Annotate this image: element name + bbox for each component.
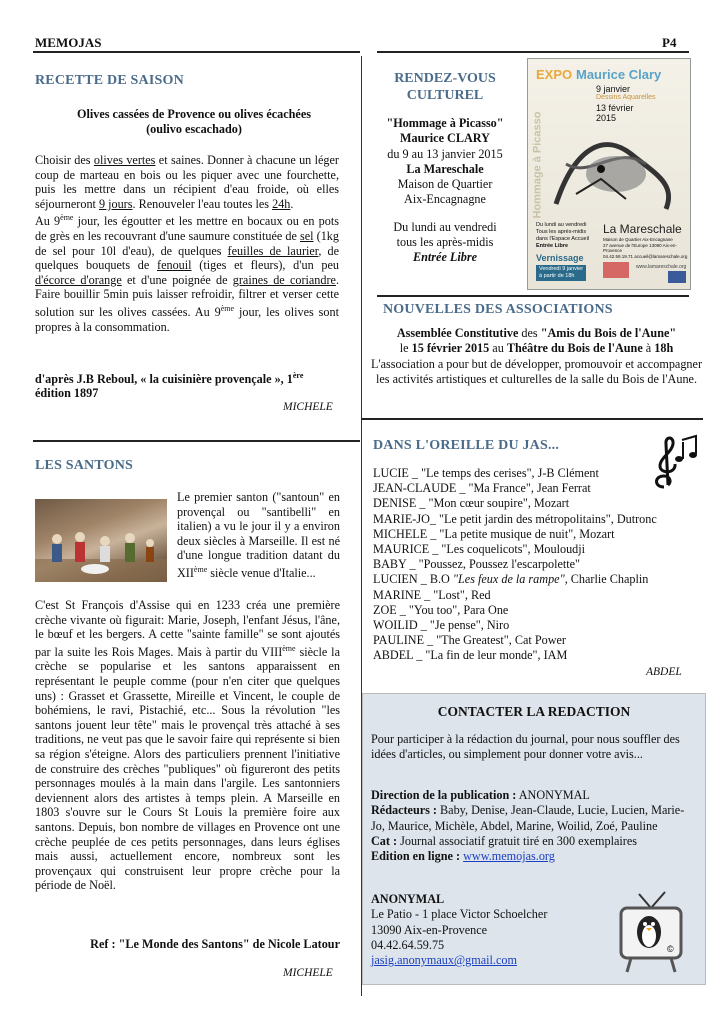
santons-intro: Le premier santon ("santoun" en provençal ou "santibelli" en italien) a vu le jour il y a environ deux siècles à Marseille. Il est né d'une longue tradition datant du XIIème siècle venue d'Italie...	[177, 490, 340, 581]
playlist-item: BABY _ "Poussez, Poussez l'escarpolette"	[373, 557, 581, 572]
expo-poster: EXPO Maurice Clary 9 janvier Dessins Aquarelles 13 février 2015 Hommage à Picasso Du lundi au vendredi Tous les après-midis dans l'Espace Accueil Entrée Libre La Mareschale Maison de Quartier Aix-Encagnane 27 avenue de l'Europe 13090 Aix-en-Provence 04.42.59.19.71 accueil@lamareschale.org Vernissage Vendredi 9 janvier à partir de 18h www.lamareschale.org	[527, 58, 691, 290]
link-olives-vertes[interactable]: olives vertes	[93, 153, 156, 167]
email-link[interactable]: jasig.anonymaux@gmail.com	[371, 953, 517, 968]
poster-artwork	[546, 124, 686, 219]
rendezvous-title: RENDEZ-VOUS CULTUREL	[394, 71, 496, 103]
santons-body: C'est St François d'Assise qui en 1233 créa une première crèche vivante où figurait: Marie, Joseph, l'enfant Jésus, l'âne, le bœuf et les bergers. A cette "sainte famille" se sont ajoutés par la suite les Rois Mages. Mais à partir du VIIIème siècle la crèche se popularise et les santons apparaissent en représentant le peuple comme (pour n'en citer que quelques uns) : Grasset et Grassette, Mireille et Vincent, le couple de bohémiens, le ravi, Pistachié, etc... Sous la révolution "les santons jouent leur tête" mais le provençal très attaché à ses traditions, ne veut pas que le savoir faire qui représente si bien sa région s'éteigne. Alors des particuliers prennent l'initiative de construire des crèches "publiques" où figureront des petits personnages moulés à la main dans l'argile. Les santonniers deviennent alors des artistes à temps plein. A Marseille en 1803 s'ouvre sur le Cours St Louis la première foire aux santons. Depuis, bon nombre de villages en Provence ont une crèche peuplée de ces petits personnages, dans leurs églises mais aussi, actuellement encore, nombreux sont les provençaux qui construisent leur propre crèche pour la période de Noël.	[35, 598, 340, 893]
rdv-entry: Entrée Libre	[413, 250, 477, 265]
rendezvous-details: "Hommage à Picasso" Maurice CLARY du 9 au 13 janvier 2015 La Mareschale Maison de Quartier Aix-Encagnagne Du lundi au vendredi tous les après-midis Entrée Libre	[370, 116, 520, 266]
journal-title: MEMOJAS	[35, 35, 102, 50]
link-ecorce-orange[interactable]: d'écorce d'orange	[35, 272, 122, 287]
page-number: P4	[662, 35, 677, 50]
contact-address: ANONYMAL Le Patio - 1 place Victor Schoelcher 13090 Aix-en-Provence 04.42.64.59.75 jasig.anonymaux@gmail.com	[371, 892, 611, 968]
playlist-item: MARINE _ "Lost", Red	[373, 587, 491, 602]
contact-credits: Direction de la publication : ANONYMAL Rédacteurs : Baby, Denise, Jean-Claude, Lucie, Lucien, Marie-Jo, Maurice, Michèle, Abdel, Marine, Woilid, Zoé, Pauline Cat : Journal associatif gratuit tiré en 300 exemplaires Edition en ligne : www.memojas.org	[371, 788, 685, 864]
oreille-title: DANS L'OREILLE DU JAS...	[373, 438, 560, 453]
recette-source: d'après J.B Reboul, « la cuisinière provençale », 1ère édition 1897	[35, 371, 304, 401]
playlist-item: ZOE _ "You too", Para One	[373, 602, 509, 617]
playlist-item: WOILID _ "Je pense", Niro	[373, 618, 510, 633]
recette-subtitle-line2: (oulivo escachado)	[146, 122, 242, 136]
associations-title: NOUVELLES DES ASSOCIATIONS	[383, 302, 613, 317]
rdv-venue: La Mareschale	[406, 161, 484, 176]
santons-photo	[35, 499, 167, 582]
playlist-item: LUCIEN _ B.O "Les feux de la rampe", Charlie Chaplin	[373, 572, 649, 587]
associations-body: Assemblée Constitutive des "Amis du Bois de l'Aune" le 15 février 2015 au Théâtre du Bois de l'Aune à 18h L'association a pour but de développer, promouvoir et accompagner les activités artistiques et culturelles de la salle du Bois de l'Aune.	[371, 326, 702, 386]
santons-image	[35, 499, 167, 582]
recette-title: RECETTE DE SAISON	[35, 73, 184, 88]
contact-intro: Pour participer à la rédaction du journal, pour nous souffler des idées d'articles, ou simplement pour donner votre avis...	[371, 732, 680, 762]
recette-signature: MICHELE	[283, 401, 333, 413]
link-feuilles-laurier[interactable]: feuilles de laurier	[227, 243, 319, 258]
poster-sponsor-logos	[603, 262, 629, 278]
link-fenouil[interactable]: fenouil	[157, 258, 192, 273]
playlist-item: DENISE _ "Mon cœur soupire", Mozart	[373, 496, 570, 511]
playlist-item: PAULINE _ "The Greatest", Cat Power	[373, 633, 566, 648]
recette-body: Choisir des olives vertes et saines. Donner à chacune un léger coup de marteau en bois ou les piquer avec une fourchette, puis les mettre dans un récipient d'eau froide, où elles séjourneront 9 jours. Renouveler l'eau toutes les 24h. Au 9ème jour, les égoutter et les mettre en bocaux ou en pots de grès en les recouvrant d'une saumure constituée de sel (1kg de sel pour 10l d'eau), de quelques feuilles de laurier, de quelques bouquets de fenouil (tiges et fleurs), d'un peu d'écorce d'orange et d'une poignée de graines de coriandre. Faire bouillir 5min puis laisser refroidir, filtrer et verser cette solution sur les olives cassées. Au 9ème jour, les olives sont propres à la consommation.	[35, 153, 340, 334]
poster-vernissage-date: Vendredi 9 janvier à partir de 18h	[536, 265, 586, 281]
link-sel[interactable]: sel	[300, 229, 314, 244]
contact-phone: 04.42.64.59.75	[371, 937, 445, 952]
santons-signature: MICHELE	[283, 967, 333, 979]
rdv-artist: Maurice CLARY	[400, 131, 490, 146]
rule-rdv-asso	[377, 295, 689, 297]
oreille-signature: ABDEL	[646, 666, 682, 678]
playlist-item: JEAN-CLAUDE _ "Ma France", Jean Ferrat	[373, 481, 591, 496]
poster-logo	[668, 271, 686, 283]
rule-recette-santons	[33, 440, 360, 442]
contact-box	[362, 693, 706, 985]
poster-info: Du lundi au vendredi Tous les après-midis dans l'Espace Accueil Entrée Libre	[536, 222, 590, 249]
santons-title: LES SANTONS	[35, 458, 134, 473]
svg-text:©: ©	[667, 944, 674, 954]
rule-asso-oreille	[361, 418, 703, 420]
website-link[interactable]: www.memojas.org	[463, 849, 555, 864]
playlist-item: LUCIE _ "Le temps des cerises", J-B Clément	[373, 466, 599, 480]
santons-ref: Ref : "Le Monde des Santons" de Nicole Latour	[90, 937, 340, 951]
link-graines-coriandre[interactable]: graines de coriandre	[232, 272, 336, 287]
contact-title: CONTACTER LA REDACTION	[437, 704, 631, 719]
recette-subtitle-line1: Olives cassées de Provence ou olives écachées	[77, 107, 311, 121]
playlist-item: MAURICE _ "Les coquelicots", Mouloudji	[373, 542, 586, 557]
recette-subtitle	[35, 107, 353, 137]
header-rule-right	[377, 51, 689, 53]
link-9-jours[interactable]: 9 jours	[98, 196, 133, 211]
tv-penguin-icon	[615, 886, 687, 976]
playlist-item: MARIE-JO_ "Le petit jardin des métropolitains", Dutronc	[373, 511, 657, 526]
playlist-item: ABDEL _ "La fin de leur monde", IAM	[373, 648, 568, 663]
header-rule-left	[33, 51, 360, 53]
playlist	[373, 466, 657, 664]
rdv-event-title: "Hommage à Picasso"	[386, 116, 504, 130]
link-24h[interactable]: 24h	[272, 196, 291, 211]
rdv-dates: du 9 au 13 janvier 2015	[387, 146, 503, 161]
playlist-item: MICHELE _ "La petite musique de nuit", Mozart	[373, 526, 615, 541]
